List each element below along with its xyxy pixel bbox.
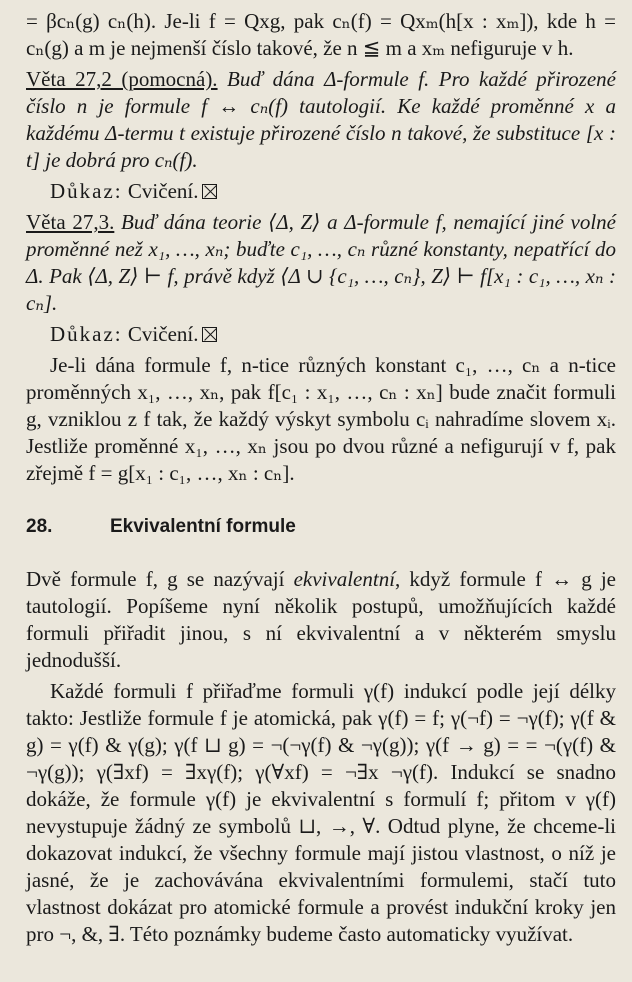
section-heading: [26, 513, 616, 540]
lemma-27-3-statement: Buď dána teorie ⟨Δ, Z⟩ a Δ-formule f, nemající jiné volné proměnné než x₁, …, xₙ; buďte c₁, …, cₙ různé konstanty, nepatřící do Δ. Pak ⟨Δ, Z⟩ ⊢ f, právě když ⟨Δ ∪ {c₁, …, cₙ}, Z⟩ ⊢ f[x₁ : c₁, …, xₙ : cₙ].: [26, 210, 616, 315]
proof-label: Důkaz:: [50, 322, 123, 346]
paragraph-substitution: Je-li dána formule f, n-tice různých konstant c₁, …, cₙ a n-tice proměnných x₁, …, xₙ, pak f[c₁ : x₁, …, cₙ : xₙ] bude značit formuli g, vzniklou z f tak, že každý výskyt symbolu cᵢ nahradíme slovem xᵢ. Jestliže proměnné x₁, …, xₙ jsou po dvou různé a nefigurují v f, pak zřejmě f = g[x₁ : c₁, …, xₙ : cₙ].: [26, 353, 616, 485]
section-number: 28.: [26, 516, 53, 537]
qed-box-icon: [202, 184, 217, 199]
term-ekvivalentni: ekvivalentní: [293, 567, 396, 591]
section-title: Ekvivalentní formule: [110, 516, 296, 537]
lemma-27-3: [26, 209, 616, 317]
page-content: [26, 8, 616, 948]
paragraph-intro: = βcₙ(g) cₙ(h). Je-li f = Qxg, pak cₙ(f) = Qxₘ(h[x : xₘ]), kde h = cₙ(g) a m je nejmenší číslo takové, že n ≦ m a xₘ nefiguruje v h.: [26, 9, 616, 60]
equiv-text-start: Dvě formule f, g se nazývají: [26, 567, 294, 591]
lemma-27-2-statement: Buď dána Δ-formule f. Pro každé přirozené číslo n je formule f ↔ cₙ(f) tautologií. Ke každé proměnné x a každému Δ-termu t existuje přirozené číslo n takové, že substituce [x : t] je dobrá pro cₙ(f).: [26, 67, 616, 172]
lemma-27-2-heading: Věta 27,2 (pomocná).: [26, 67, 218, 91]
equiv-text-end: , když formule f ↔ g je tautologií. Popíšeme nyní několik postupů, umožňujících každé formuli přiřadit jinou, s ní ekvivalentní a v některém smyslu jednodušší.: [26, 567, 616, 672]
proof-text: Cvičení.: [122, 322, 199, 346]
paragraph-equivalence: [26, 566, 616, 674]
proof-27-2: [26, 178, 616, 205]
proof-27-3: [26, 321, 616, 348]
lemma-27-2: [26, 66, 616, 174]
qed-box-icon: [202, 327, 217, 342]
proof-label: Důkaz:: [50, 179, 123, 203]
lemma-27-3-heading: Věta 27,3.: [26, 210, 115, 234]
proof-text: Cvičení.: [122, 179, 199, 203]
paragraph-gamma: Každé formuli f přiřaďme formuli γ(f) indukcí podle její délky takto: Jestliže formule f je atomická, pak γ(f) = f; γ(¬f) = ¬γ(f); γ(f & g) = γ(f) & γ(g); γ(f ⊔ g) = ¬(¬γ(f) & ¬γ(g)); γ(f → g) = = ¬(γ(f) & ¬γ(g)); γ(∃xf) = ∃xγ(f); γ(∀xf) = ¬∃x ¬γ(f). Indukcí se snadno dokáže, že formule γ(f) je ekvivalentní s formulí f; přitom v γ(f) nevystupuje žádný ze symbolů ⊔, →, ∀. Odtud plyne, že chceme-li dokazovat indukcí, že všechny formule mají jistou vlastnost, o níž je jasné, že je zachovávána ekvivalentními formulemi, stačí tuto vlastnost dokázat pro atomické formule a provést indukční kroky jen pro ¬, &, ∃. Této poznámky budeme často automaticky využívat.: [26, 679, 616, 946]
